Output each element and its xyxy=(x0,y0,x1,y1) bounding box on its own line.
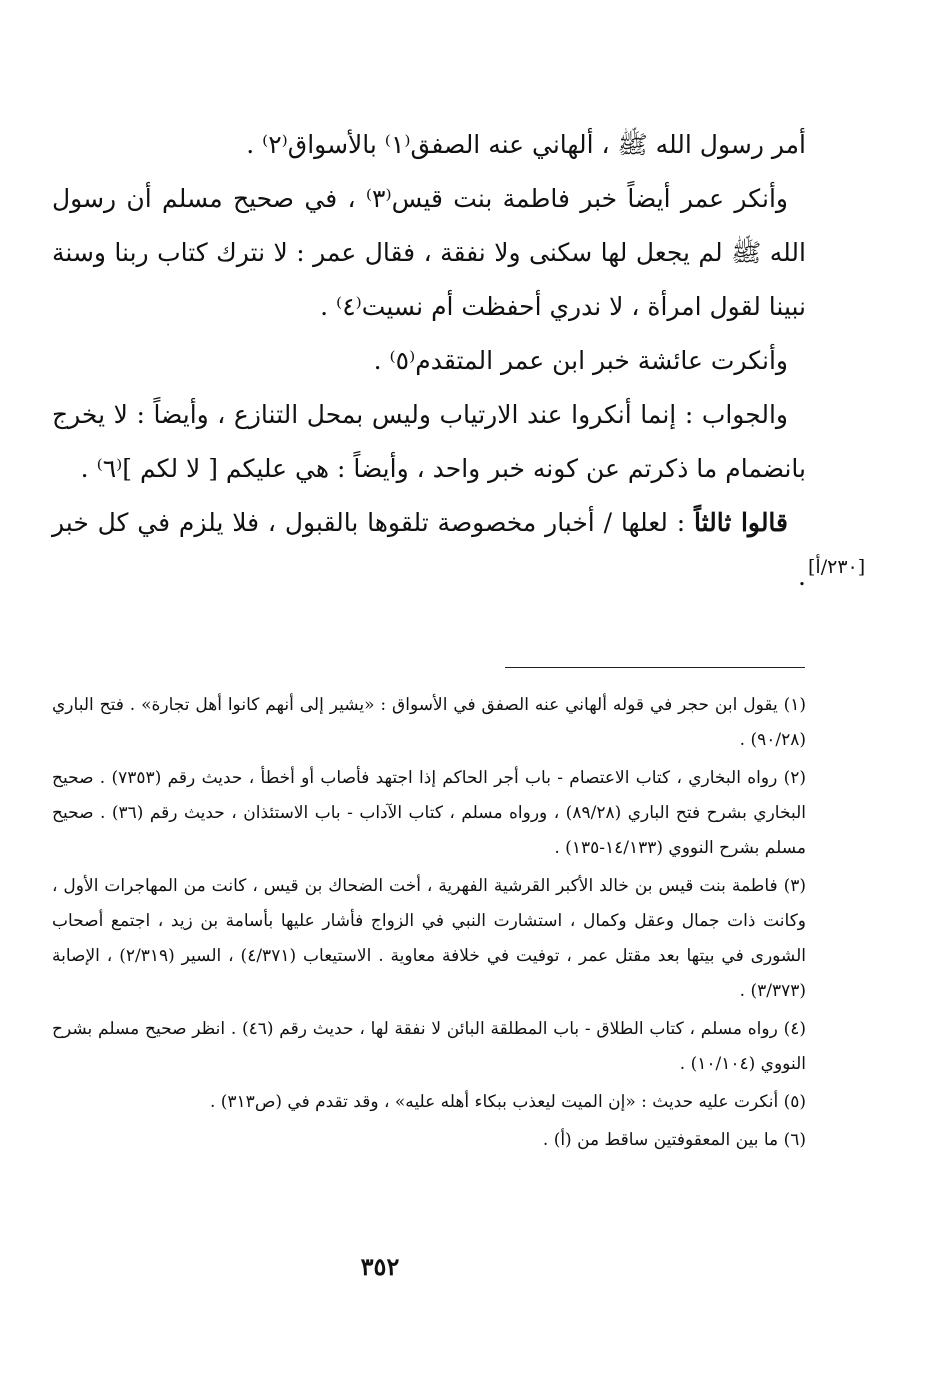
footnotes xyxy=(52,688,806,1161)
footnote-2: (٢) رواه البخاري ، كتاب الاعتصام - باب أجر الحاكم إذا اجتهد فأصاب أو أخطأ ، حديث رقم (٧٣٥٣) . صحيح البخاري بشرح فتح الباري (٨٩/٢٨) ، ورواه مسلم ، كتاب الآداب - باب الاستئذان ، حديث رقم (٣٦) . صحيح مسلم بشرح النووي (١٤/١٣٣-١٣٥) . xyxy=(52,768,806,858)
footnote-4: (٤) رواه مسلم ، كتاب الطلاق - باب المطلقة البائن لا نفقة لها ، حديث رقم (٤٦) . انظر صحيح مسلم بشرح النووي (١٠/١٠٤) . xyxy=(52,1019,806,1074)
footnote-5: (٥) أنكرت عليه حديث : «إن الميت ليعذب ببكاء أهله عليه» ، وقد تقدم في (ص٣١٣) . xyxy=(209,1092,806,1112)
paragraph-5-heading: قالوا ثالثاً xyxy=(694,508,788,537)
footnote-1: (١) يقول ابن حجر في قوله ألهاني عنه الصفق في الأسواق : «يشير إلى أنهم كانوا أهل تجارة» . فتح الباري (٩٠/٢٨) . xyxy=(52,695,806,750)
paragraph-1: أمر رسول الله ﷺ ، ألهاني عنه الصفق⁽١⁾ بالأسواق⁽٢⁾ . xyxy=(246,130,806,159)
main-text xyxy=(52,118,806,604)
paragraph-5 xyxy=(52,496,806,604)
page-number: ٣٥٢ xyxy=(360,1252,400,1281)
paragraph-3: وأنكرت عائشة خبر ابن عمر المتقدم⁽٥⁾ . xyxy=(373,346,788,375)
paragraph-5-text: : لعلها / أخبار مخصوصة تلقوها بالقبول ، فلا يلزم في كل خبر . xyxy=(52,508,806,591)
manuscript-folio-reference: [٢٣٠/أ] xyxy=(808,556,866,578)
paragraph-2: وأنكر عمر أيضاً خبر فاطمة بنت قيس⁽٣⁾ ، في صحيح مسلم أن رسول الله ﷺ لم يجعل لها سكنى ولا نفقة ، فقال عمر : لا نترك كتاب ربنا وسنة نبينا لقول امرأة ، لا ندري أحفظت أم نسيت⁽٤⁾ . xyxy=(52,184,806,321)
paragraph-4: والجواب : إنما أنكروا عند الارتياب وليس بمحل التنازع ، وأيضاً : لا يخرج بانضمام ما ذكرتم عن كونه خبر واحد ، وأيضاً : هي عليكم [ لا لكم ]⁽٦⁾ . xyxy=(52,400,806,483)
footnote-6: (٦) ما بين المعقوفتين ساقط من (أ) . xyxy=(542,1130,806,1150)
footnote-3: (٣) فاطمة بنت قيس بن خالد الأكبر القرشية الفهرية ، أخت الضحاك بن قيس ، كانت من المهاجرات الأول ، وكانت ذات جمال وعقل وكمال ، استشارت النبي في الزواج فأشار عليها بأسامة بن زيد ، اجتمع أصحاب الشورى في بيتها بعد مقتل عمر ، توفيت في خلافة معاوية . الاستيعاب (٤/٣٧١) ، السير (٢/٣١٩) ، الإصابة (٣/٣٧٣) . xyxy=(52,876,806,1001)
footnote-separator xyxy=(505,667,805,668)
